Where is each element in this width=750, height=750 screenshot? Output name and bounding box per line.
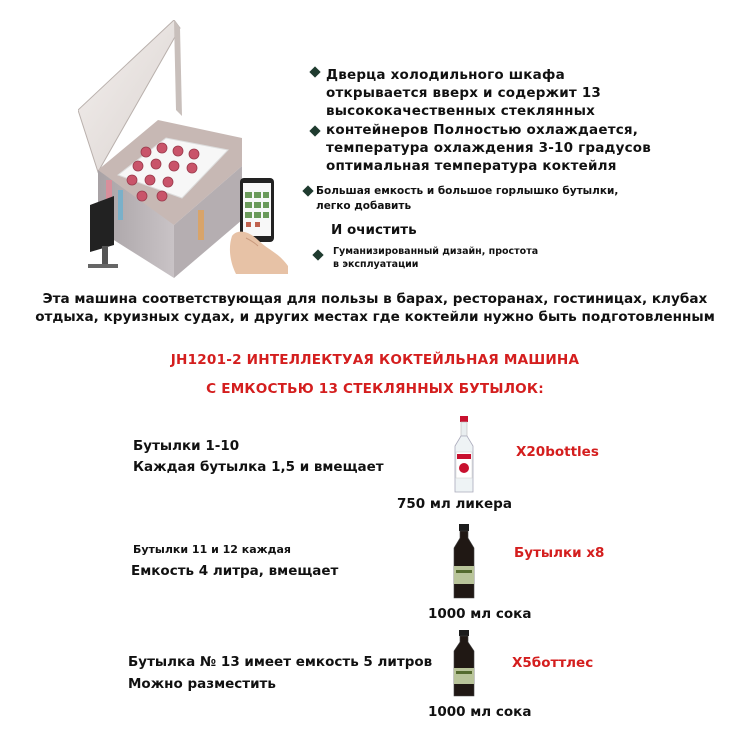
bottle-group-1-description (133, 436, 384, 478)
feature-cooling (326, 66, 651, 175)
bottle-group-1-count: X20bottles (516, 444, 599, 460)
bottle-group-2-count: Бутылки x8 (514, 545, 605, 561)
feature-line: в эксплуатации (333, 259, 419, 270)
bottle-group-2-volume: 1000 мл сока (428, 606, 532, 622)
bottle-group-2-description-line1: Бутылки 11 и 12 каждая (133, 543, 291, 556)
bottle-group-3-description (128, 651, 432, 695)
feature-line: контейнеров Полностью охлаждается, (326, 121, 639, 138)
feature-line: И очистить (331, 222, 417, 238)
bottle-group-3-volume: 1000 мл сока (428, 704, 532, 720)
bullet-diamond-icon (312, 249, 323, 260)
feature-line: высококачественных стеклянных (326, 103, 596, 120)
feature-line: легко добавить (316, 199, 412, 212)
liquor-bottle-image (447, 416, 481, 494)
feature-line: открывается вверх и содержит 13 (326, 85, 602, 102)
product-subtitle: С ЕМКОСТЬЮ 13 СТЕКЛЯННЫХ БУТЫЛОК: (206, 381, 544, 397)
bottle-group-1-volume: 750 мл ликера (397, 496, 512, 512)
juice-bottle-image (447, 630, 481, 698)
bullet-diamond-icon (309, 125, 320, 136)
desc-line: Каждая бутылка 1,5 и вмещает (133, 459, 384, 475)
feature-line: Гуманизированный дизайн, простота (333, 246, 539, 257)
feature-line: Большая емкость и большое горлышко бутылки, (316, 185, 619, 197)
bullet-diamond-icon (302, 185, 313, 196)
feature-design (333, 245, 538, 271)
smartphone-app-image (228, 178, 298, 274)
feature-line: оптимальная температура коктейля (326, 158, 617, 175)
bottle-group-3-count: X5боттлес (512, 655, 594, 671)
feature-line: температура охлаждения 3-10 градусов (326, 139, 652, 156)
product-title: JH1201-2 ИНТЕЛЛЕКТУАЯ КОКТЕЙЛЬНАЯ МАШИНА (170, 352, 580, 368)
feature-line: Дверца холодильного шкафа (326, 67, 565, 83)
desc-line: Бутылка № 13 имеет емкость 5 литров (128, 654, 433, 670)
usage-line: отдыха, круизных судах, и других местах где коктейли нужно быть подготовленным (35, 309, 715, 325)
bottle-group-2-description-line2: Емкость 4 литра, вмещает (131, 563, 339, 579)
feature-capacity (316, 184, 618, 213)
desc-line: Можно разместить (128, 676, 276, 692)
usage-description (0, 290, 750, 326)
desc-line: Бутылки 1-10 (133, 438, 240, 454)
usage-line: Эта машина соответствующая для пользы в барах, ресторанах, гостиницах, клубах (42, 291, 708, 307)
feature-clean (331, 222, 417, 238)
juice-bottle-image (447, 524, 481, 600)
bullet-diamond-icon (309, 66, 320, 77)
